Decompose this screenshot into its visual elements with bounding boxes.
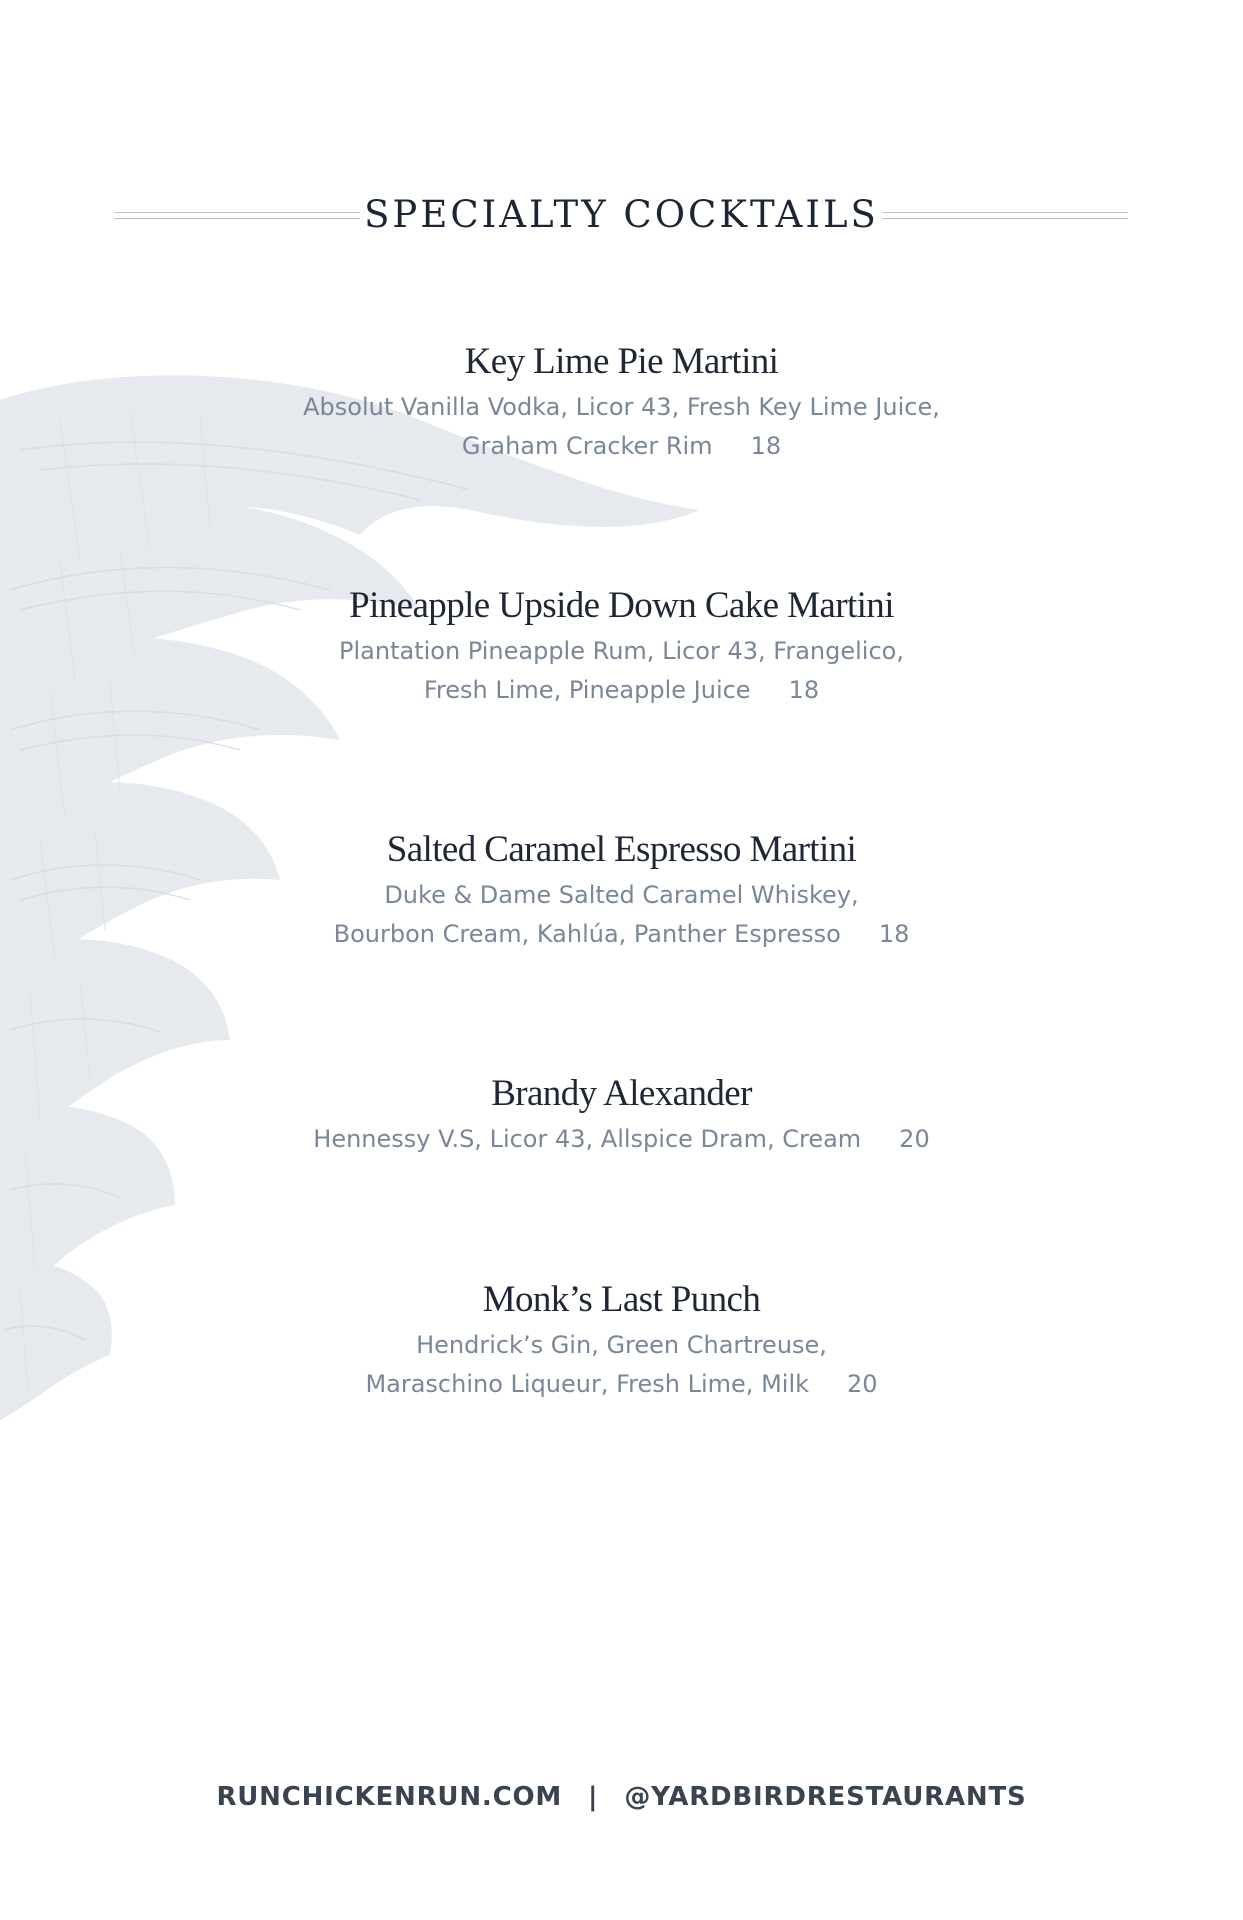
menu-item: [0, 582, 1243, 710]
footer: [0, 1782, 1243, 1812]
item-price: 20: [847, 1370, 878, 1398]
item-price: 18: [878, 920, 910, 948]
item-description: [0, 876, 1243, 954]
item-description-line-2: Graham Cracker Rim: [461, 432, 713, 460]
item-description-line-2: Bourbon Cream, Kahlúa, Panther Espresso: [333, 920, 841, 948]
item-name: Monk’s Last Punch: [482, 1279, 761, 1320]
item-description-line-1: Plantation Pineapple Rum, Licor 43, Frangelico,: [339, 637, 904, 665]
item-price: 20: [899, 1125, 930, 1153]
item-description: [0, 388, 1243, 466]
item-description-line-2: Maraschino Liqueur, Fresh Lime, Milk: [365, 1370, 810, 1398]
section-header: [0, 190, 1243, 240]
item-description-line-1: Duke & Dame Salted Caramel Whiskey,: [384, 881, 859, 909]
website-link[interactable]: RUNCHICKENRUN.COM: [216, 1782, 563, 1812]
item-description-line-1: Hendrick’s Gin, Green Chartreuse,: [416, 1331, 827, 1359]
item-description-line-1: Hennessy V.S, Licor 43, Allspice Dram, Cream: [313, 1125, 862, 1153]
menu-item: [0, 338, 1243, 466]
menu-item: [0, 1070, 1243, 1159]
item-description: [0, 1120, 1243, 1159]
footer-separator: |: [588, 1782, 599, 1812]
item-name: Brandy Alexander: [491, 1073, 752, 1114]
item-name: Pineapple Upside Down Cake Martini: [349, 585, 894, 626]
item-price: 18: [788, 676, 820, 704]
item-price: 18: [750, 432, 782, 460]
item-name: Salted Caramel Espresso Martini: [386, 829, 857, 870]
item-description: [0, 1326, 1243, 1404]
item-description-line-1: Absolut Vanilla Vodka, Licor 43, Fresh Key Lime Juice,: [303, 393, 940, 421]
section-title: SPECIALTY COCKTAILS: [364, 193, 879, 236]
header-rule-right: [882, 212, 1128, 219]
social-handle-link[interactable]: @YARDBIRDRESTAURANTS: [624, 1782, 1027, 1812]
menu-item: [0, 1276, 1243, 1404]
item-name: Key Lime Pie Martini: [464, 341, 779, 382]
item-description: [0, 632, 1243, 710]
menu-item: [0, 826, 1243, 954]
item-description-line-2: Fresh Lime, Pineapple Juice: [423, 676, 751, 704]
